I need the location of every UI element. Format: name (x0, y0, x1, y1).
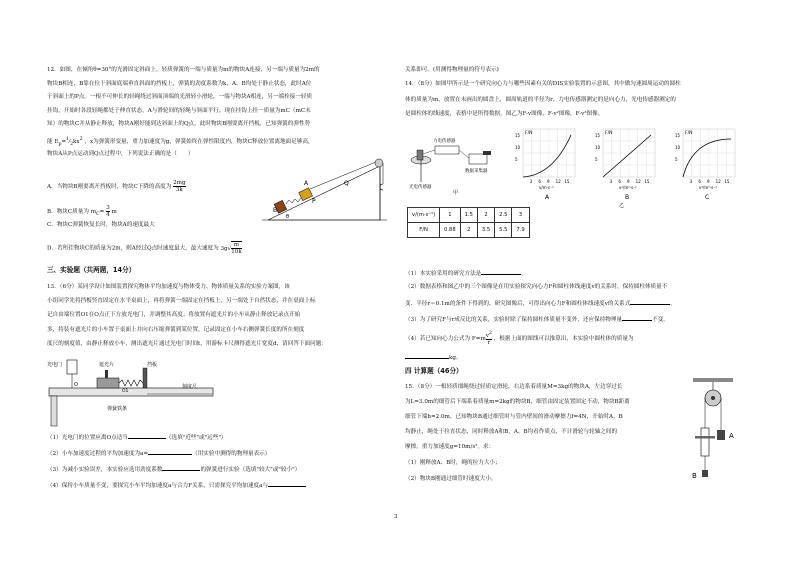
q12-line-5: 知）的物块C并从静止释放，物块A刚好能到达斜面上的Q点，此时物块B刚要离开挡板，已知弹簧的弹性势 (47, 121, 311, 127)
pulley-figure (685, 378, 747, 486)
option-d-formula: 3g√ $\frac{m}{10k}$ (220, 242, 242, 255)
table-cell: 3.5 (477, 223, 494, 238)
label-jia: 甲 (453, 190, 459, 196)
graphs-svg (509, 125, 749, 209)
q15-sub-1: （1）刚释放A、B时，绳的拉力大小； (405, 460, 501, 466)
graph-xlabel: v²/m²·s⁻² (619, 185, 637, 190)
table-row (408, 208, 530, 223)
pulley (375, 159, 383, 167)
cart (97, 378, 119, 388)
label-force-sensor: 力电传感器 (433, 139, 456, 144)
q13-line-1: 13．（6分）某同学设计如图装置探究物体平均加速度与物体受力、物体质量关系的实验方案图，该 (47, 284, 290, 290)
q15-line-2: 为L=3.0m的细管后下端系着质量m=2kg的物块B，细管由固定装置固定不动，物块B距离 (405, 399, 630, 405)
q13-line-2: 小组同学先将挡板竖直固定在水平桌面上，再将弹簧一端固定在挡板上，另一端处于自然状态，并在桌面上标 (47, 298, 316, 304)
q12-line-2: 物块B相连，B靠在位于斜面底端垂直斜面的挡板上，弹簧的劲度系数为k，A、B均处于静止状态，此时A位 (47, 81, 312, 87)
centripetal-formula: F=m $\frac{v^2}{r}$ (471, 331, 492, 346)
elastic-energy-formula: $E_p=^1⁄_2kx^2$ (54, 137, 83, 147)
q15-line-3: 细管下端h=2.0m，已知物块B通过细管时与管内壁间的滑动摩擦力f=4N，开始时A、B (405, 414, 623, 420)
label-o1: O1 (122, 389, 129, 394)
graph-ylabel: F/N (605, 131, 613, 136)
q13-line-4: 多，将装有遮光片的小车置于桌面上并向右压缩弹簧到某位置，记录固定在小车右侧弹簧长度的所在刻度 (47, 327, 305, 333)
label-a: A (304, 180, 309, 187)
stop-plate (143, 368, 147, 388)
graph-ytick: 15 (595, 133, 601, 138)
graph-ytick: 5 (675, 157, 678, 162)
q13-sub-4: （4）保持小车质量不变，要探究小车平均加速度a与合力F关系，只需探究平均加速度a与 (47, 480, 306, 490)
spring (286, 198, 301, 204)
q14-sub-1: （1）本实验采用的研究方法是 。 (405, 268, 527, 278)
ceiling (693, 378, 733, 382)
label-p: P (312, 198, 316, 205)
q14-sub-2-line-1: （2）数据表格和图乙中的三个图像是在用实验探究向心力F和圆柱体线速度v的关系时，保持圆柱体质量不 (405, 284, 668, 290)
shading-strip (105, 370, 108, 378)
q14-sub-3: （3）为了研究F与r成反比的关系，实验时除了保持圆柱体质量不变外，还应保持物理量 不变。 (405, 314, 669, 324)
graph-xtick: 15 (564, 179, 570, 184)
graph-xtick: 12 (715, 179, 721, 184)
answer-blank-13-2[interactable] (148, 448, 192, 455)
label-q: Q (344, 180, 349, 187)
q13-carry-over: 关系即可。(用测得物理量的符号表示) (405, 67, 499, 73)
label-theta: θ (286, 214, 290, 220)
graph-xtick: 3 (689, 179, 693, 184)
graph-xlabel: v³/m³·s⁻³ (699, 185, 717, 190)
label-plate: 挡板 (147, 362, 158, 368)
table-row (408, 223, 530, 238)
table-cell: 7.9 (512, 223, 529, 238)
graph-ytick: 10 (675, 145, 681, 150)
q14-sub-2-line-2: 变、半径r＝0.1m的条件下得到的，研究图像后，可得出向心力F和圆柱体线速度v的关系式 。 (405, 298, 676, 308)
q14-sub-4-answer: kg。 (405, 352, 462, 362)
graph-xtick: 9 (707, 179, 710, 184)
table-cell: 0.88 (440, 223, 461, 238)
q12-line-6-end: ，x为弹簧形变量，重力加速度为g，弹簧始终在弹性限度内，物块C释放位置离地面足够高， (84, 138, 314, 145)
table-cell: v/(m·s⁻¹) (408, 208, 440, 223)
label-ruler: 刻度尺 (182, 384, 198, 390)
graph-xtick: 6 (698, 179, 701, 184)
label-b: B (692, 472, 697, 480)
tube (701, 428, 709, 456)
label-photogate: 光电门 (47, 362, 63, 368)
photogate (67, 360, 77, 374)
q12-option-a: A．当物块B刚要离开挡板时，物块C下降的高度为 $\frac{2mg}{3k}$ (47, 180, 186, 193)
q15-line-1: 15．（8分）一根轻质细绳绕过轻质定滑轮，右边系着质量M=3kg的物块A，左边穿过长 (405, 384, 623, 390)
table-cell: F/N (408, 223, 440, 238)
q14-sub-4: （4）若已知向心力公式为 F=m $\frac{v^2}{r}$ ，根据上面的图线可以推算出，本实验中圆柱体的质量为 (405, 331, 634, 346)
table-cell: 1 (440, 208, 461, 223)
graph-letter: C (705, 194, 710, 201)
hook (380, 184, 383, 190)
answer-blank-13-3[interactable] (162, 464, 200, 471)
graph-letter: A (545, 194, 550, 201)
answer-blank-14-4[interactable] (405, 352, 449, 359)
q14-line-3: 是圆柱体的线速度，表格中是所得数据，图乙为F-v图像，F-v²图像，F-v³图像。 (405, 111, 604, 117)
answer-blank-14-1[interactable] (481, 268, 521, 275)
incline-surface (268, 166, 380, 220)
page-number: 3 (394, 514, 398, 520)
graph-ytick: 5 (595, 157, 598, 162)
table-cell: 2.5 (495, 208, 512, 223)
q12-option-b: B．物块C质量为 $m_C=$ $\frac{3}{4}$ m (47, 205, 117, 218)
q14-line-2: 体的质量为m，放置在未画出的圆盘上，圆周轨道的半径为r，力电传感器测定的是向心力，光电传感器测定的 (405, 97, 676, 103)
q12-option-d: D．若所挂物块C的质量为2m，则A经过Q点时速度最大，最大速度为 3g√ $\frac{m}{10k}$ (47, 242, 242, 255)
graph-C (675, 129, 735, 201)
q12-line-7: 物块A从P点运动到Q点过程中，下列说法正确的是（ ） (47, 151, 194, 157)
table-cell: 1.5 (460, 208, 477, 223)
graph-xtick: 9 (627, 179, 630, 184)
table-cell: 2 (460, 223, 477, 238)
section-3-heading: 三、实验题（共两题，14分） (47, 266, 136, 274)
label-photo-sensor: 光电传感器 (409, 185, 432, 190)
graph-ytick: 5 (515, 157, 518, 162)
q12-line-3: 于斜面上的P点。一根不可伸长的轻绳绕过斜面顶端的光滑轻小滑轮，一端与物块A相连，另一端拴接一轻质 (47, 94, 313, 100)
graph-ylabel: F/N (685, 131, 693, 136)
q13-sub-1: （1）光电门的位置应离O点适当 （选填"近些"或"远些"） (47, 432, 227, 442)
label-b: B (273, 207, 278, 214)
block-b (702, 470, 708, 477)
force-sensor (435, 146, 459, 154)
graph-B (595, 129, 655, 201)
label-spring-strip: 弹簧铁条 (107, 406, 128, 412)
graph-A (515, 129, 575, 201)
label-shading: 遮光片 (99, 362, 115, 368)
spring-coil (119, 380, 143, 386)
data-table (407, 207, 530, 238)
q15-line-5: 摩擦，重力加速度g=10m/s²。求： (405, 444, 495, 450)
graph-letter: B (625, 194, 630, 201)
option-b-formula: $m_C=$ $\frac{3}{4}$ m (90, 205, 117, 218)
answer-blank-13-4[interactable] (268, 480, 306, 487)
graph-xtick: 6 (618, 179, 621, 184)
graph-xtick: 15 (724, 179, 730, 184)
graphs-yi (509, 125, 749, 209)
cylinder (417, 150, 423, 160)
graph-ytick: 15 (675, 133, 681, 138)
graph-xtick: 12 (555, 179, 561, 184)
q13-line-5: 度尺的刻度值，由静止释放小车，测出遮光片通过光电门时间t，用游标卡尺测得遮光片宽度d，请回答下面问题： (47, 341, 327, 347)
q13-sub-2: （2）小车加速度过程的平均加速度为a= （用实验中测得的物理量表示） (47, 448, 270, 458)
q15-line-4: 均静止，绳处于拉直状态，同时释放A和B，A、B均看作质点，不计滑轮与轮轴之间的 (405, 429, 618, 435)
table-cell: 5.5 (495, 223, 512, 238)
graph-xtick: 3 (609, 179, 613, 184)
answer-blank-14-2[interactable] (630, 298, 670, 305)
q12-option-c: C．物块C弹簧恢复长时，物块A的速度最大 (47, 222, 155, 228)
label-data-collector: 数据采集器 (465, 169, 488, 174)
label-a: A (729, 432, 734, 440)
apparatus-figure-jia (409, 124, 505, 196)
graph-xtick: 6 (538, 179, 541, 184)
incline-figure (262, 148, 397, 228)
q12-line-6-start: 能 (47, 138, 53, 145)
graph-xtick: 3 (529, 179, 533, 184)
q12-line-4: 挂钩，开始时各段轻绳都处于伸直状态，A与滑轮间的轻绳与斜面平行，现在挂钩上挂一质量为mC（mC未 (47, 108, 311, 114)
graph-ylabel: F/N (525, 131, 533, 136)
label-o: O (74, 382, 78, 388)
q12-line-1: 12．如图，在倾角θ=30°的光滑固定斜面上，轻质弹簧的一端与质量为m的物块A连接，另一端与质量为2m的 (47, 67, 320, 73)
section-4-heading: 四 计算题（46分） (405, 367, 463, 375)
option-a-formula: $\frac{2mg}{3k}$ (173, 180, 186, 193)
graph-ytick: 10 (515, 145, 521, 150)
answer-blank-14-3[interactable] (622, 314, 652, 321)
graph-xtick: 9 (547, 179, 550, 184)
q13-sub-3: （3）为减小实验误差，本实验应选用劲度系数 的弹簧进行实验（选填"较大"或"较小"） (47, 464, 300, 474)
graph-xtick: 15 (644, 179, 650, 184)
table-cell: 2 (477, 208, 494, 223)
q13-line-3: 记自由端位置O1在O点正下方放光电门，并调整其高度；将放置有遮光片的小车从静止释放记录点开始 (47, 312, 301, 318)
table-cell: 3 (512, 208, 529, 223)
label-yi: 乙 (619, 203, 625, 209)
track-figure (47, 358, 217, 428)
graph-xlabel: v/m·s⁻¹ (539, 185, 554, 190)
block-a (717, 430, 725, 440)
q14-line-1: 14．（8分）如图甲所示是一个研究向心力与哪些因素有关的DIS实验装置的示意图，其中做匀速圆周运动的圆柱 (405, 81, 681, 87)
graph-xtick: 12 (635, 179, 641, 184)
q15-sub-2: （2）物块B刚通过细管时速度大小。 (405, 476, 497, 482)
graph-ytick: 10 (595, 145, 601, 150)
collector-plug (483, 151, 491, 155)
answer-blank-13-1[interactable] (128, 432, 166, 439)
data-collector (469, 154, 487, 164)
block-a (299, 188, 313, 201)
graph-ytick: 15 (515, 133, 521, 138)
tube-clamp (695, 436, 715, 439)
